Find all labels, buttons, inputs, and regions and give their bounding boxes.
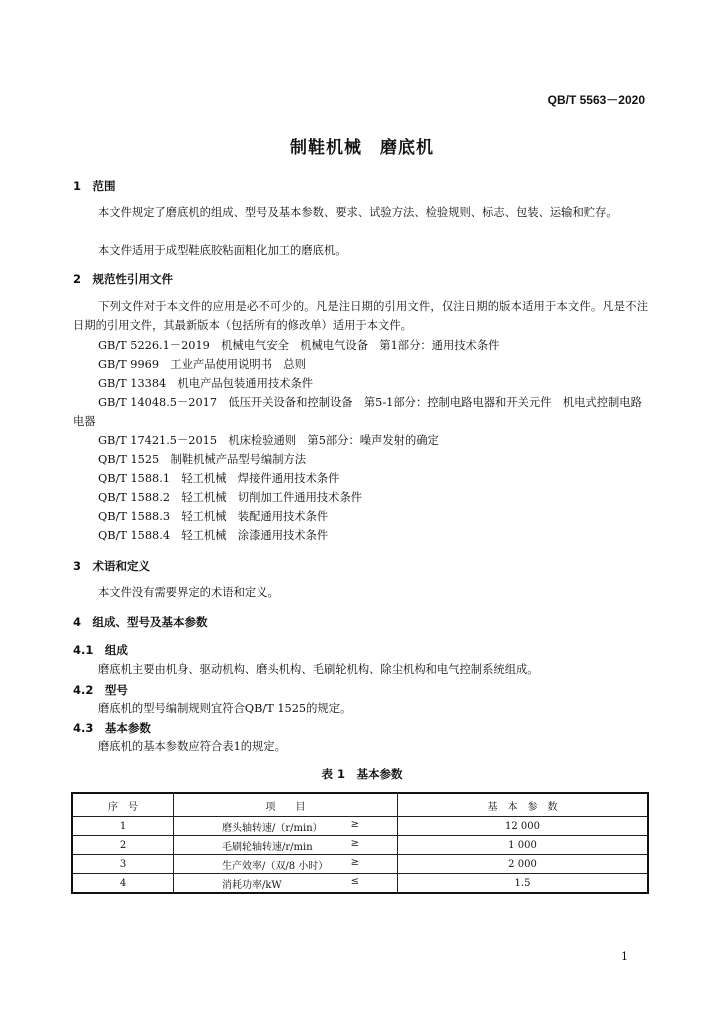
table-row <box>72 836 648 855</box>
reference-item: GB/T 14048.5－2017 低压开关设备和控制设备 第5-1部分：控制电路电器和开关元件 机电式控制电路电器 <box>73 396 642 428</box>
basic-parameters-table <box>71 792 649 894</box>
reference-item: GB/T 5226.1－2019 机械电气安全 机械电气设备 第1部分：通用技术条件 <box>98 339 500 352</box>
table-header-row <box>72 793 648 817</box>
item-label: 毛刷轮轴转速/r/min <box>222 841 313 853</box>
section-4-2-heading: 4.2 型号 <box>73 683 128 697</box>
row-number: 4 <box>72 874 174 894</box>
reference-item: QB/T 1525 制鞋机械产品型号编制方法 <box>98 453 307 466</box>
section-3-paragraph: 本文件没有需要界定的术语和定义。 <box>98 586 279 599</box>
row-value: 12 000 <box>398 817 649 836</box>
row-number: 3 <box>72 855 174 874</box>
item-operator: ≥ <box>350 856 359 868</box>
item-label: 消耗功率/kW <box>222 879 282 891</box>
section-1-paragraph-1: 本文件规定了磨底机的组成、型号及基本参数、要求、试验方法、检验规则、标志、包装、运输和贮存。 <box>98 206 618 219</box>
row-item <box>174 855 398 874</box>
column-header-value: 基 本 参 数 <box>398 793 649 817</box>
standard-code: QB/T 5563－2020 <box>547 93 645 107</box>
reference-item: GB/T 9969 工业产品使用说明书 总则 <box>98 358 306 371</box>
section-4-3-heading: 4.3 基本参数 <box>73 721 151 735</box>
document-title: 制鞋机械 磨底机 <box>290 138 434 158</box>
table-row <box>72 817 648 836</box>
item-operator: ≥ <box>350 818 359 830</box>
row-item <box>174 836 398 855</box>
section-2-heading: 2 规范性引用文件 <box>73 272 174 286</box>
item-label: 磨头轴转速/（r/min） <box>222 822 323 834</box>
column-header-number: 序 号 <box>72 793 174 817</box>
reference-item: QB/T 1588.4 轻工机械 涂漆通用技术条件 <box>98 529 329 542</box>
item-operator: ≤ <box>350 875 359 887</box>
section-1-heading: 1 范围 <box>73 179 116 193</box>
row-number: 1 <box>72 817 174 836</box>
column-header-item: 项 目 <box>174 793 398 817</box>
row-item <box>174 817 398 836</box>
row-value: 2 000 <box>398 855 649 874</box>
section-4-2-paragraph: 磨底机的型号编制规则宜符合QB/T 1525的规定。 <box>98 702 352 715</box>
row-number: 2 <box>72 836 174 855</box>
item-operator: ≥ <box>350 837 359 849</box>
section-2-intro: 下列文件对于本文件的应用是必不可少的。凡是注日期的引用文件，仅注日期的版本适用于本文件。凡是不注日期的引用文件，其最新版本（包括所有的修改单）适用于本文件。 <box>73 300 648 332</box>
row-value: 1.5 <box>398 874 649 894</box>
table-row <box>72 874 648 894</box>
section-1-paragraph-2: 本文件适用于成型鞋底胶粘面粗化加工的磨底机。 <box>98 244 347 257</box>
table-row <box>72 855 648 874</box>
table-caption: 表 1 基本参数 <box>321 767 403 781</box>
reference-item: GB/T 17421.5－2015 机床检验通则 第5部分：噪声发射的确定 <box>98 434 439 447</box>
section-3-heading: 3 术语和定义 <box>73 559 151 573</box>
item-label: 生产效率/（双/8 小时） <box>222 860 329 872</box>
row-value: 1 000 <box>398 836 649 855</box>
reference-item: QB/T 1588.1 轻工机械 焊接件通用技术条件 <box>98 472 340 485</box>
section-4-1-paragraph: 磨底机主要由机身、驱动机构、磨头机构、毛刷轮机构、除尘机构和电气控制系统组成。 <box>98 663 539 676</box>
reference-item: GB/T 13384 机电产品包装通用技术条件 <box>98 377 314 390</box>
normative-reference-list <box>73 336 648 545</box>
reference-item: QB/T 1588.3 轻工机械 装配通用技术条件 <box>98 510 329 523</box>
section-4-3-paragraph: 磨底机的基本参数应符合表1的规定。 <box>98 740 286 753</box>
reference-item: QB/T 1588.2 轻工机械 切削加工件通用技术条件 <box>98 491 363 504</box>
page-number: 1 <box>621 950 628 963</box>
row-item <box>174 874 398 894</box>
section-4-heading: 4 组成、型号及基本参数 <box>73 615 208 629</box>
section-4-1-heading: 4.1 组成 <box>73 643 128 657</box>
